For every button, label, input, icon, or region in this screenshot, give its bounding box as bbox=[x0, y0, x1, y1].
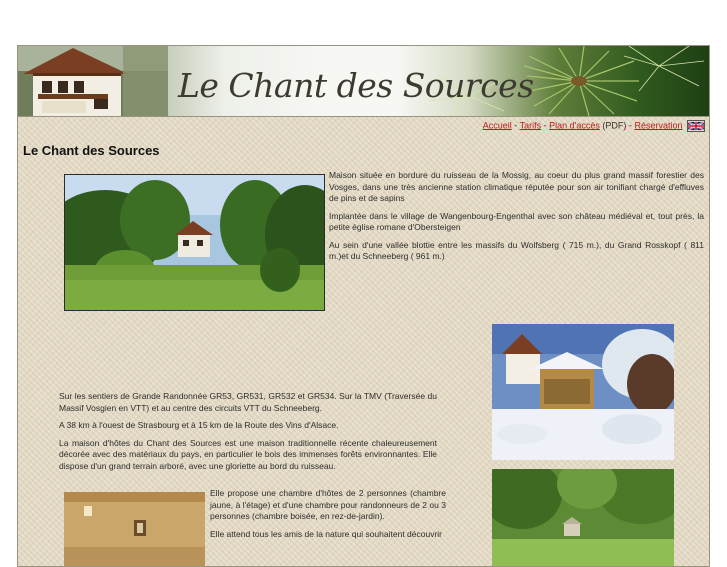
uk-flag-icon[interactable] bbox=[687, 120, 705, 132]
lower-text bbox=[210, 488, 446, 546]
nav-separator: - bbox=[628, 120, 632, 131]
nav-link-plan-acces[interactable]: Plan d'accès bbox=[549, 120, 600, 131]
lower-paragraph-2: Elle attend tous les amis de la nature qui souhaitent découvrir bbox=[210, 528, 442, 539]
intro-paragraph-3: Au sein d'une vallée blottie entre les massifs du Wolfsberg ( 715 m.), du Grand Rosskopf ( 811 m.)et du Schneeberg ( 961 m.) bbox=[329, 239, 704, 261]
middle-text bbox=[59, 391, 437, 478]
winter-gazebo-photo bbox=[492, 324, 674, 460]
middle-paragraph-3: La maison d'hôtes du Chant des Sources est une maison traditionnelle récente chaleureusement décorée avec des matériaux du pays, en particulier le bois des immenses forêts environnantes. Elle dispose d'un grand terrain arboré, avec une gloriette au bord du ruisseau. bbox=[59, 437, 437, 471]
nav-link-tarifs[interactable]: Tarifs bbox=[519, 120, 542, 131]
guest-room-photo bbox=[64, 492, 205, 567]
house-photo bbox=[18, 46, 168, 116]
middle-paragraph-1: Sur les sentiers de Grande Randonnée GR53, GR531, GR532 et GR534. Sur la TMV (Traversée du Massif Vosgien en VTT) et au centre des circuits VTT du Schneeberg. bbox=[59, 391, 437, 413]
nav-link-accueil[interactable]: Accueil bbox=[482, 120, 512, 131]
intro-paragraph-1: Maison située en bordure du ruisseau de la Mossig, au coeur du plus grand massif forestier des Vosges, dans une très ancienne station climatique réputée pour son air tonifiant chargé d'effluves de pins et de sapins bbox=[329, 170, 704, 203]
top-nav bbox=[483, 120, 705, 132]
nav-separator: - bbox=[543, 120, 547, 131]
house-garden-photo bbox=[64, 174, 325, 311]
page-frame bbox=[17, 45, 710, 567]
middle-paragraph-2: A 38 km à l'ouest de Strasbourg et à 15 km de la Route des Vins d'Alsace. bbox=[59, 420, 339, 430]
pdf-note: (PDF) bbox=[602, 120, 627, 131]
intro-paragraph-2: Implantée dans le village de Wangenbourg-Engenthal avec son château médiéval et, tout près, la petite église romane d'Obersteigen bbox=[329, 210, 704, 232]
page-title: Le Chant des Sources bbox=[23, 143, 160, 158]
header-banner bbox=[18, 46, 709, 117]
summer-garden-photo bbox=[492, 469, 674, 567]
nav-separator: - bbox=[514, 120, 518, 131]
intro-text bbox=[329, 170, 704, 269]
nav-link-reservation[interactable]: Réservation bbox=[634, 120, 683, 131]
lower-paragraph-1: Elle propose une chambre d'hôtes de 2 personnes (chambre jaune, à l'étage) et d'une chambre pour randonneurs de 2 ou 3 personnes (chambre boisée, en rez-de-jardin). bbox=[210, 488, 446, 521]
banner-title: Le Chant des Sources bbox=[178, 66, 534, 105]
